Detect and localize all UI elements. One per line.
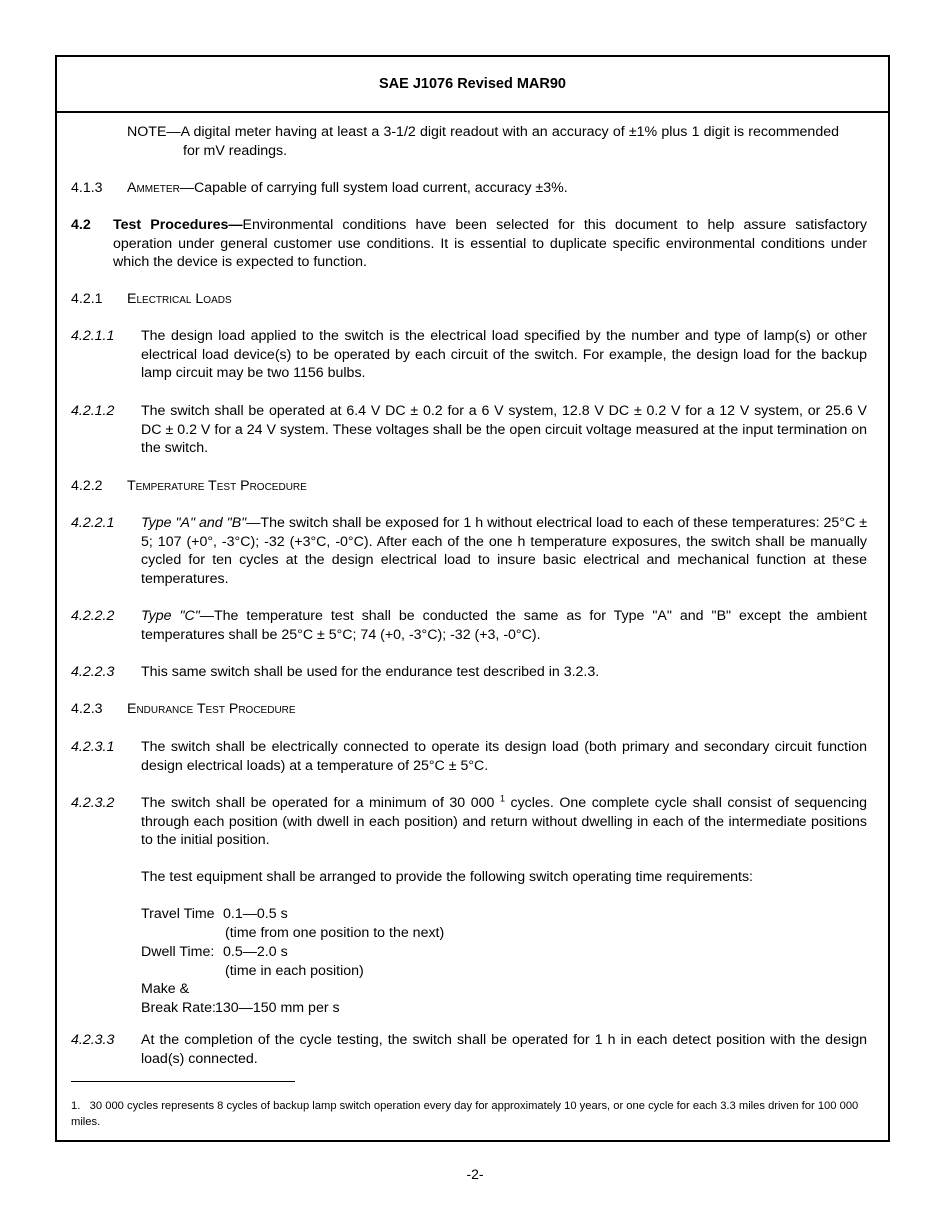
section-number: 4.2.2.1 [71,515,115,531]
section-text: —Capable of carrying full system load current, accuracy ±3%. [179,180,568,196]
make-label: Make & [141,981,190,997]
section-heading: Test Procedures— [113,217,243,233]
section-text: The switch shall be operated at 6.4 V DC ± 0.2 for a 6 V system, 12.8 V DC ± 0.2 V for a 12 V system, or 25.6 V DC ± 0.2 V for a 24 V system. These voltages shall be the open circuit voltage measured at the input termination on the switch. [141,403,867,457]
section-text: This same switch shall be used for the endurance test described in 3.2.3. [141,664,600,680]
section-text: The switch shall be electrically connected to operate its design load (both primary and secondary circuit function design electrical loads) at a temperature of 25°C ± 5°C. [141,739,867,774]
section-text: At the completion of the cycle testing, the switch shall be operated for 1 h in each detect position with the design load(s) connected. [141,1032,867,1067]
section-lead: Type "A" and "B" [141,515,247,531]
dwell-note: (time in each position) [225,963,364,979]
footnote-text: 30 000 cycles represents 8 cycles of backup lamp switch operation every day for approximately 10 years, or one cycle for each 3.3 miles driven for 100 000 miles. [71,1100,859,1128]
section-heading: Temperature Test Procedure [127,478,307,494]
document-title: SAE J1076 Revised MAR90 [379,76,566,92]
section-number: 4.2.2 [71,478,103,494]
dwell-label: Dwell Time: [141,944,215,960]
section-text: The design load applied to the switch is the electrical load specified by the number and type of lamp(s) or other electrical load device(s) to be operated by each circuit of the switch. For example, the design load for the backup lamp circuit may be two 1156 bulbs. [141,328,867,382]
section-number: 4.1.3 [71,180,103,196]
footnote-divider [71,1081,295,1082]
footnote-reference[interactable]: 1 [499,793,505,804]
section-heading: Endurance Test Procedure [127,701,296,717]
footnote-marker: 1. [71,1100,81,1112]
section-number: 4.2.2.2 [71,608,115,624]
section-number: 4.2.3 [71,701,103,717]
section-4-2-3-2-para2: The test equipment shall be arranged to provide the following switch operating time requirements: [141,869,753,885]
section-number: 4.2.1.1 [71,328,115,344]
dwell-value: 0.5—2.0 s [223,944,288,960]
break-value: 130—150 mm per s [215,1000,340,1016]
section-text: —The switch shall be exposed for 1 h without electrical load to each of these temperatures: 25°C ± 5; 107 (+0°, -3°C); -32 (+3°C, -0°C). After each of the one h temperature exposures, the switch shall be manually cycled for ten cycles at the design electrical load to insure basic electrical and mechanical function at these temperatures. [141,515,867,587]
travel-note: (time from one position to the next) [225,925,445,941]
section-heading: Ammeter [127,180,180,196]
section-number: 4.2.3.3 [71,1032,115,1048]
section-number: 4.2.3.1 [71,739,115,755]
section-number: 4.2.1 [71,291,103,307]
page-number: -2- [466,1166,484,1182]
note-text: NOTE—A digital meter having at least a 3-1/2 digit readout with an accuracy of ±1% plus 1 digit is recommended for mV readings. [127,124,839,159]
section-text: Environmental conditions have been selected for this document to help assure satisfactory operation under general customer use conditions. It is essential to duplicate specific environmental conditions under which the device is expected to function. [113,217,867,271]
section-number: 4.2.2.3 [71,664,115,680]
section-text: The switch shall be operated for a minimum of 30 000 [141,795,495,811]
section-text: —The temperature test shall be conducted the same as for Type "A" and "B" except the ambient temperatures shall be 25°C ± 5°C; 74 (+0, -3°C); -32 (+3, -0°C). [141,608,867,643]
section-lead: Type "C" [141,608,200,624]
section-number: 4.2.3.2 [71,795,115,811]
section-number: 4.2.1.2 [71,403,115,419]
travel-label: Travel Time [141,906,215,922]
footnote [71,1098,861,1130]
page-frame [55,55,890,1142]
break-label: Break Rate: [141,1000,216,1016]
section-number: 4.2 [71,217,91,233]
section-text-cont: cycles. One complete cycle shall consist of sequencing through each position (with dwell in each position) and return without dwelling in each of the intermediate positions to the initial position. [141,795,867,849]
section-heading: Electrical Loads [127,291,232,307]
document-header [57,57,888,113]
travel-value: 0.1—0.5 s [223,906,288,922]
